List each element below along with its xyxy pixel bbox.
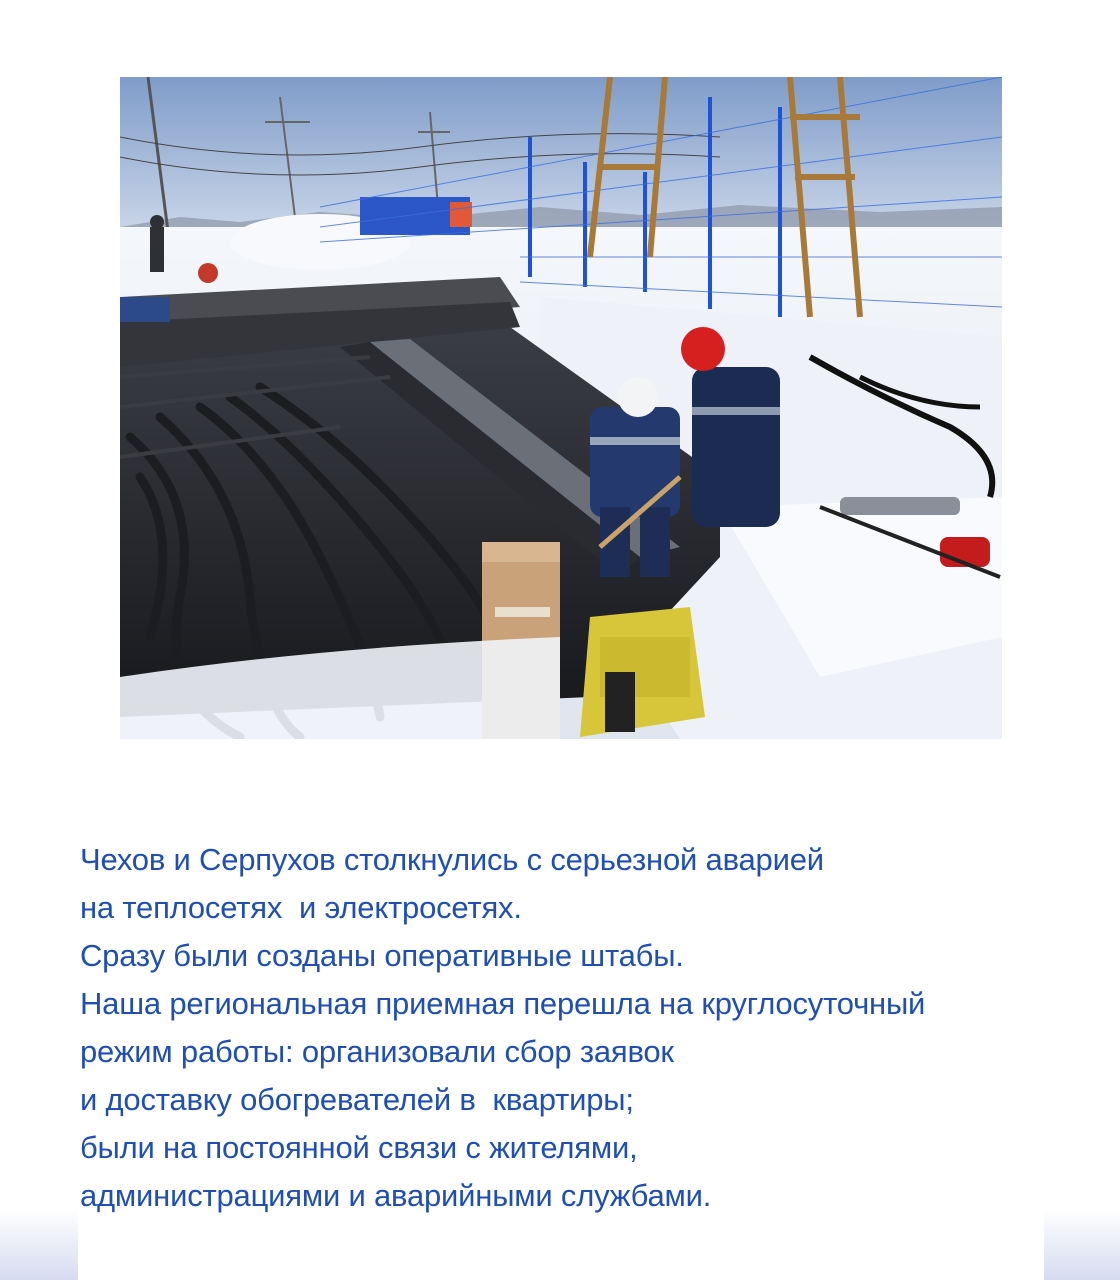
post-text-line: на теплосетях и электросетях. — [80, 890, 522, 925]
bottom-left-fade — [0, 1210, 78, 1280]
post-text-line: Наша региональная приемная перешла на круглосуточный — [80, 986, 926, 1021]
bottom-card-edge — [78, 1210, 1044, 1280]
post-text-line: и доставку обогревателей в квартиры; — [80, 1082, 634, 1117]
post-text-line: Сразу были созданы оперативные штабы. — [80, 938, 684, 973]
photo-illustration — [120, 77, 1002, 739]
post-text — [80, 836, 1110, 1220]
post-text-line: Чехов и Серпухов столкнулись с серьезной аварией — [80, 842, 824, 877]
post-text-line: администрациями и аварийными службами. — [80, 1178, 712, 1213]
post-text-line: режим работы: организовали сбор заявок — [80, 1034, 674, 1069]
bottom-right-fade — [1042, 1210, 1120, 1280]
post-text-line: были на постоянной связи с жителями, — [80, 1130, 638, 1165]
repair-site-photo — [120, 77, 1002, 739]
